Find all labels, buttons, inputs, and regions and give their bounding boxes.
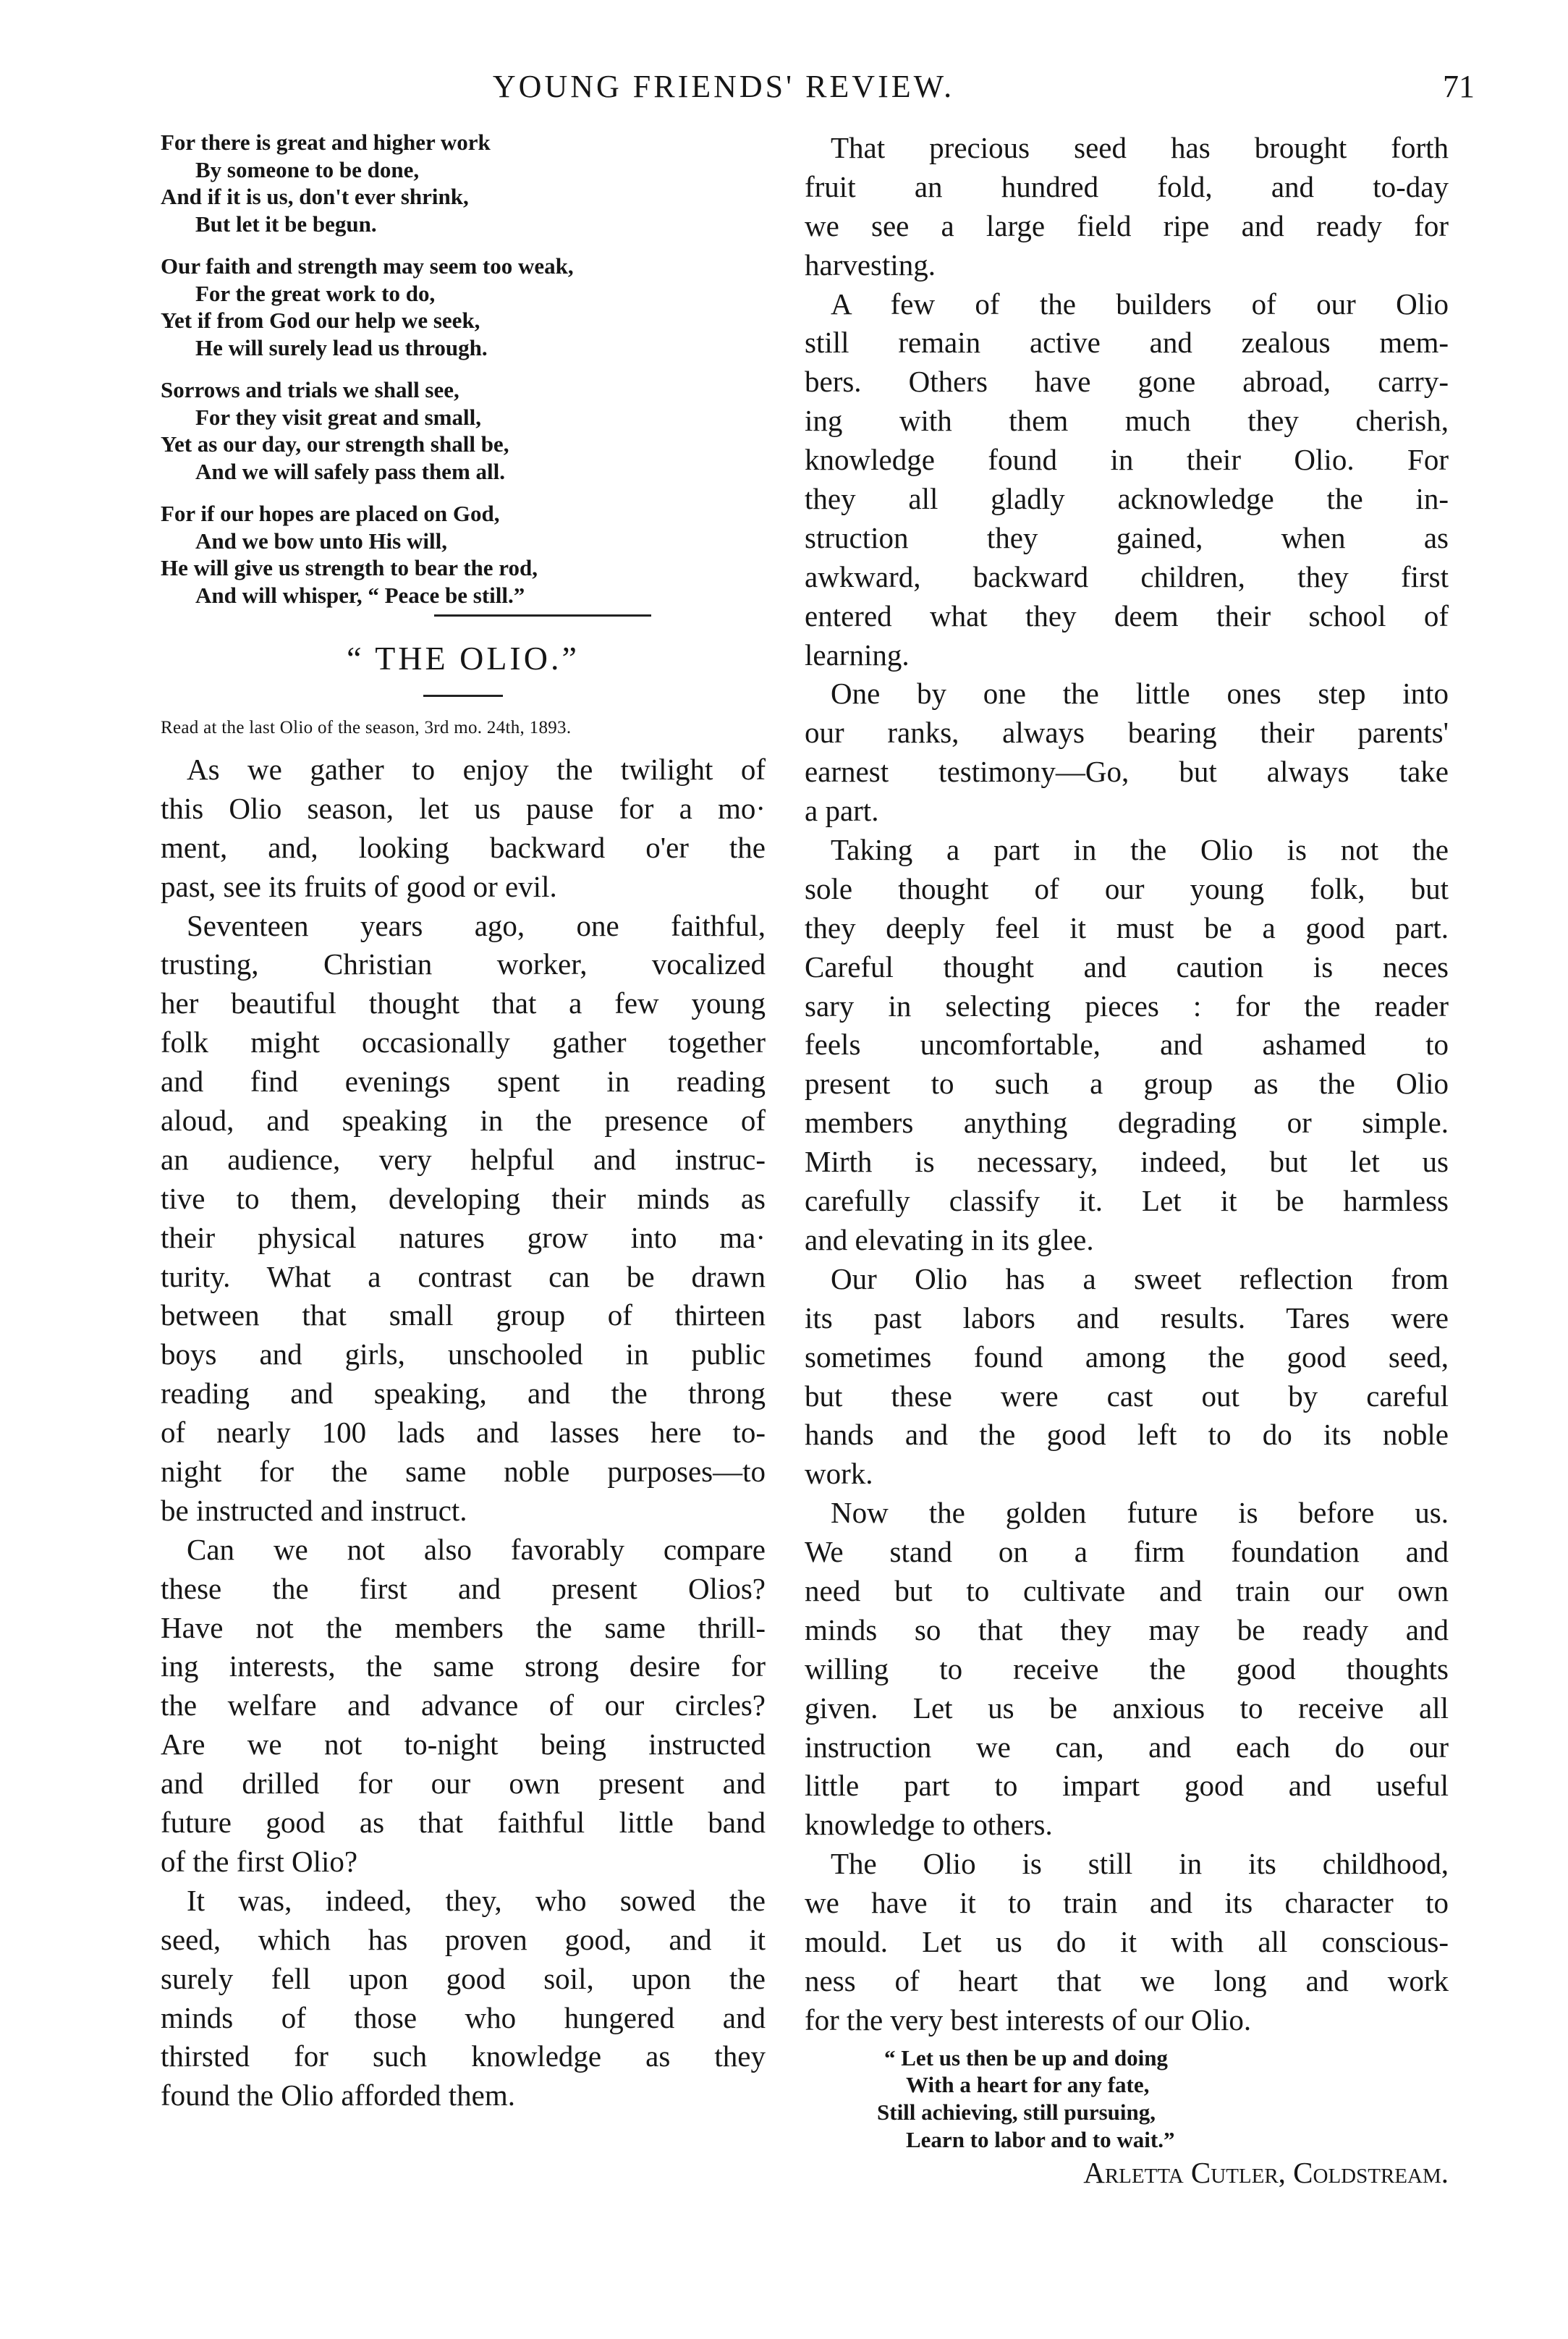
text-line: entered what they deem their school of	[805, 599, 1449, 633]
text-line: Can we not also favorably compare	[187, 1532, 766, 1566]
text-line: and elevating in its glee.	[805, 1222, 1094, 1256]
text-line: ing with them much they cherish,	[805, 404, 1449, 438]
text-line: the welfare and advance of our circles?	[161, 1688, 766, 1722]
text-line: earnest testimony—Go, but always take	[805, 755, 1449, 789]
poem-line: Our faith and strength may seem too weak,	[161, 253, 574, 279]
text-line: knowledge found in their Olio. For	[805, 443, 1449, 477]
text-line: Now the golden future is before us.	[831, 1496, 1449, 1530]
text-line: little part to impart good and useful	[805, 1769, 1449, 1803]
poem-line: And will whisper, “ Peace be still.”	[195, 582, 525, 608]
dateline: Read at the last Olio of the season, 3rd mo. 24th, 1893.	[161, 718, 572, 737]
text-line: for the very best interests of our Olio.	[805, 2002, 1252, 2036]
author-signature: Arletta Cutler, Coldstream.	[1083, 2155, 1449, 2189]
text-line: seed, which has proven good, and it	[161, 1922, 766, 1956]
text-line: tive to them, developing their minds as	[161, 1181, 766, 1215]
text-line: Have not the members the same thrill-	[161, 1610, 766, 1644]
text-line: but these were cast out by careful	[805, 1379, 1449, 1413]
text-line: harvesting.	[805, 248, 936, 282]
poem-line: For they visit great and small,	[195, 404, 481, 430]
poem-line: And we bow unto His will,	[195, 528, 447, 554]
text-line: their physical natures grow into ma·	[161, 1220, 766, 1254]
text-line: they all gladly acknowledge the in-	[805, 482, 1449, 516]
poem-line: He will give us strength to bear the rod,	[161, 555, 538, 580]
verse-line: Still achieving, still pursuing,	[877, 2099, 1156, 2126]
text-line: sary in selecting pieces : for the reader	[805, 989, 1449, 1023]
right-column	[805, 129, 1449, 2191]
text-line: work.	[805, 1457, 873, 1491]
text-line: past, see its fruits of good or evil.	[161, 869, 557, 903]
text-line: this Olio season, let us pause for a mo·	[161, 791, 766, 825]
article-title: “ THE OLIO.”	[347, 640, 580, 677]
text-line: We stand on a firm foundation and	[805, 1535, 1449, 1569]
text-line: minds of those who hungered and	[161, 2000, 766, 2034]
text-line: fruit an hundred fold, and to-day	[805, 169, 1449, 203]
text-line: That precious seed has brought forth	[831, 131, 1449, 164]
text-line: willing to receive the good thoughts	[805, 1651, 1449, 1685]
poem-line: Yet if from God our help we seek,	[161, 308, 480, 333]
text-line: be instructed and instruct.	[161, 1493, 467, 1527]
text-line: ness of heart that we long and work	[805, 1963, 1449, 1997]
section-divider	[434, 614, 651, 617]
poem-line: For if our hopes are placed on God,	[161, 501, 500, 526]
text-line: ing interests, the same strong desire for	[161, 1649, 766, 1683]
verse-line: With a heart for any fate,	[906, 2072, 1150, 2098]
poem-line: For there is great and higher work	[161, 130, 491, 155]
poem-line: For the great work to do,	[195, 280, 436, 306]
page-number: 71	[1443, 69, 1475, 104]
article-body-right	[805, 129, 1449, 2040]
text-line: The Olio is still in its childhood,	[831, 1847, 1449, 1881]
text-line: turity. What a contrast can be drawn	[161, 1259, 766, 1293]
text-line: Mirth is necessary, indeed, but let us	[805, 1145, 1449, 1179]
text-line: present to such a group as the Olio	[805, 1067, 1449, 1101]
text-line: carefully classify it. Let it be harmless	[805, 1184, 1449, 1218]
text-line: her beautiful thought that a few young	[161, 986, 766, 1020]
text-line: A few of the builders of our Olio	[831, 287, 1449, 321]
text-line: reading and speaking, and the throng	[161, 1376, 766, 1410]
text-line: members anything degrading or simple.	[805, 1106, 1449, 1140]
verse-line: “ Let us then be up and doing	[884, 2044, 1168, 2071]
text-line: a part.	[805, 794, 879, 828]
text-line: learning.	[805, 638, 910, 672]
text-line: trusting, Christian worker, vocalized	[161, 947, 766, 981]
text-line: boys and girls, unschooled in public	[161, 1337, 766, 1371]
text-line: found the Olio afforded them.	[161, 2078, 515, 2112]
running-head: YOUNG FRIENDS' REVIEW.	[492, 69, 955, 104]
text-line: of the first Olio?	[161, 1844, 358, 1878]
poem-line: Sorrows and trials we shall see,	[161, 377, 459, 402]
text-line: Seventeen years ago, one faithful,	[187, 908, 766, 942]
text-line: still remain active and zealous mem-	[805, 326, 1449, 360]
text-line: thirsted for such knowledge as they	[161, 2039, 766, 2073]
poem-stanza	[161, 376, 766, 485]
text-line: need but to cultivate and train our own	[805, 1573, 1449, 1607]
text-line: hands and the good left to do its noble	[805, 1418, 1449, 1452]
text-line: night for the same noble purposes—to	[161, 1455, 766, 1489]
poem-line: By someone to be done,	[195, 156, 420, 182]
poem	[161, 129, 766, 609]
closing-verse	[805, 2044, 1449, 2154]
text-line: Taking a part in the Olio is not the	[831, 833, 1449, 867]
left-column	[161, 129, 766, 2115]
text-line: and find evenings spent in reading	[161, 1065, 766, 1099]
poem-line: He will surely lead us through.	[195, 334, 488, 360]
text-line: As we gather to enjoy the twilight of	[187, 753, 766, 786]
poem-line: But let it be begun.	[195, 211, 377, 237]
text-line: awkward, backward children, they first	[805, 559, 1449, 593]
text-line: its past labors and results. Tares were	[805, 1300, 1449, 1335]
text-line: and drilled for our own present and	[161, 1767, 766, 1801]
text-line: Our Olio has a sweet reflection from	[831, 1261, 1449, 1295]
text-line: struction they gained, when as	[805, 520, 1449, 554]
poem-line: And we will safely pass them all.	[195, 458, 505, 484]
text-line: we have it to train and its character to	[805, 1886, 1449, 1920]
text-line: bers. Others have gone abroad, carry-	[805, 365, 1449, 399]
text-line: sole thought of our young folk, but	[805, 871, 1449, 905]
text-line: One by one the little ones step into	[831, 677, 1449, 711]
text-line: these the first and present Olios?	[161, 1571, 766, 1605]
text-line: given. Let us be anxious to receive all	[805, 1691, 1449, 1725]
title-rule	[423, 695, 503, 697]
poem-line: Yet as our day, our strength shall be,	[161, 431, 509, 457]
article-body-left	[161, 750, 766, 2115]
verse-line: Learn to labor and to wait.”	[906, 2127, 1175, 2153]
poem-line: And if it is us, don't ever shrink,	[161, 184, 469, 209]
text-line: mould. Let us do it with all conscious-	[805, 1924, 1449, 1958]
text-line: folk might occasionally gather together	[161, 1025, 766, 1059]
text-line: knowledge to others.	[805, 1808, 1053, 1842]
text-line: feels uncomfortable, and ashamed to	[805, 1028, 1449, 1062]
poem-stanza	[161, 129, 766, 237]
text-line: we see a large field ripe and ready for	[805, 208, 1449, 242]
poem-stanza	[161, 500, 766, 609]
text-line: It was, indeed, they, who sowed the	[187, 1883, 766, 1917]
text-line: future good as that faithful little band	[161, 1806, 766, 1840]
text-line: ment, and, looking backward o'er the	[161, 830, 766, 864]
text-line: sometimes found among the good seed,	[805, 1340, 1449, 1374]
text-line: Are we not to-night being instructed	[161, 1727, 766, 1761]
text-line: minds so that they may be ready and	[805, 1612, 1449, 1646]
text-line: Careful thought and caution is neces	[805, 949, 1449, 984]
text-line: they deeply feel it must be a good part.	[805, 910, 1449, 944]
text-line: of nearly 100 lads and lasses here to-	[161, 1416, 766, 1450]
text-line: our ranks, always bearing their parents'	[805, 716, 1449, 750]
text-line: aloud, and speaking in the presence of	[161, 1104, 766, 1138]
poem-stanza	[161, 253, 766, 361]
text-line: instruction we can, and each do our	[805, 1730, 1449, 1764]
text-line: an audience, very helpful and instruc-	[161, 1142, 766, 1176]
text-line: surely fell upon good soil, upon the	[161, 1961, 766, 1995]
text-line: between that small group of thirteen	[161, 1298, 766, 1332]
